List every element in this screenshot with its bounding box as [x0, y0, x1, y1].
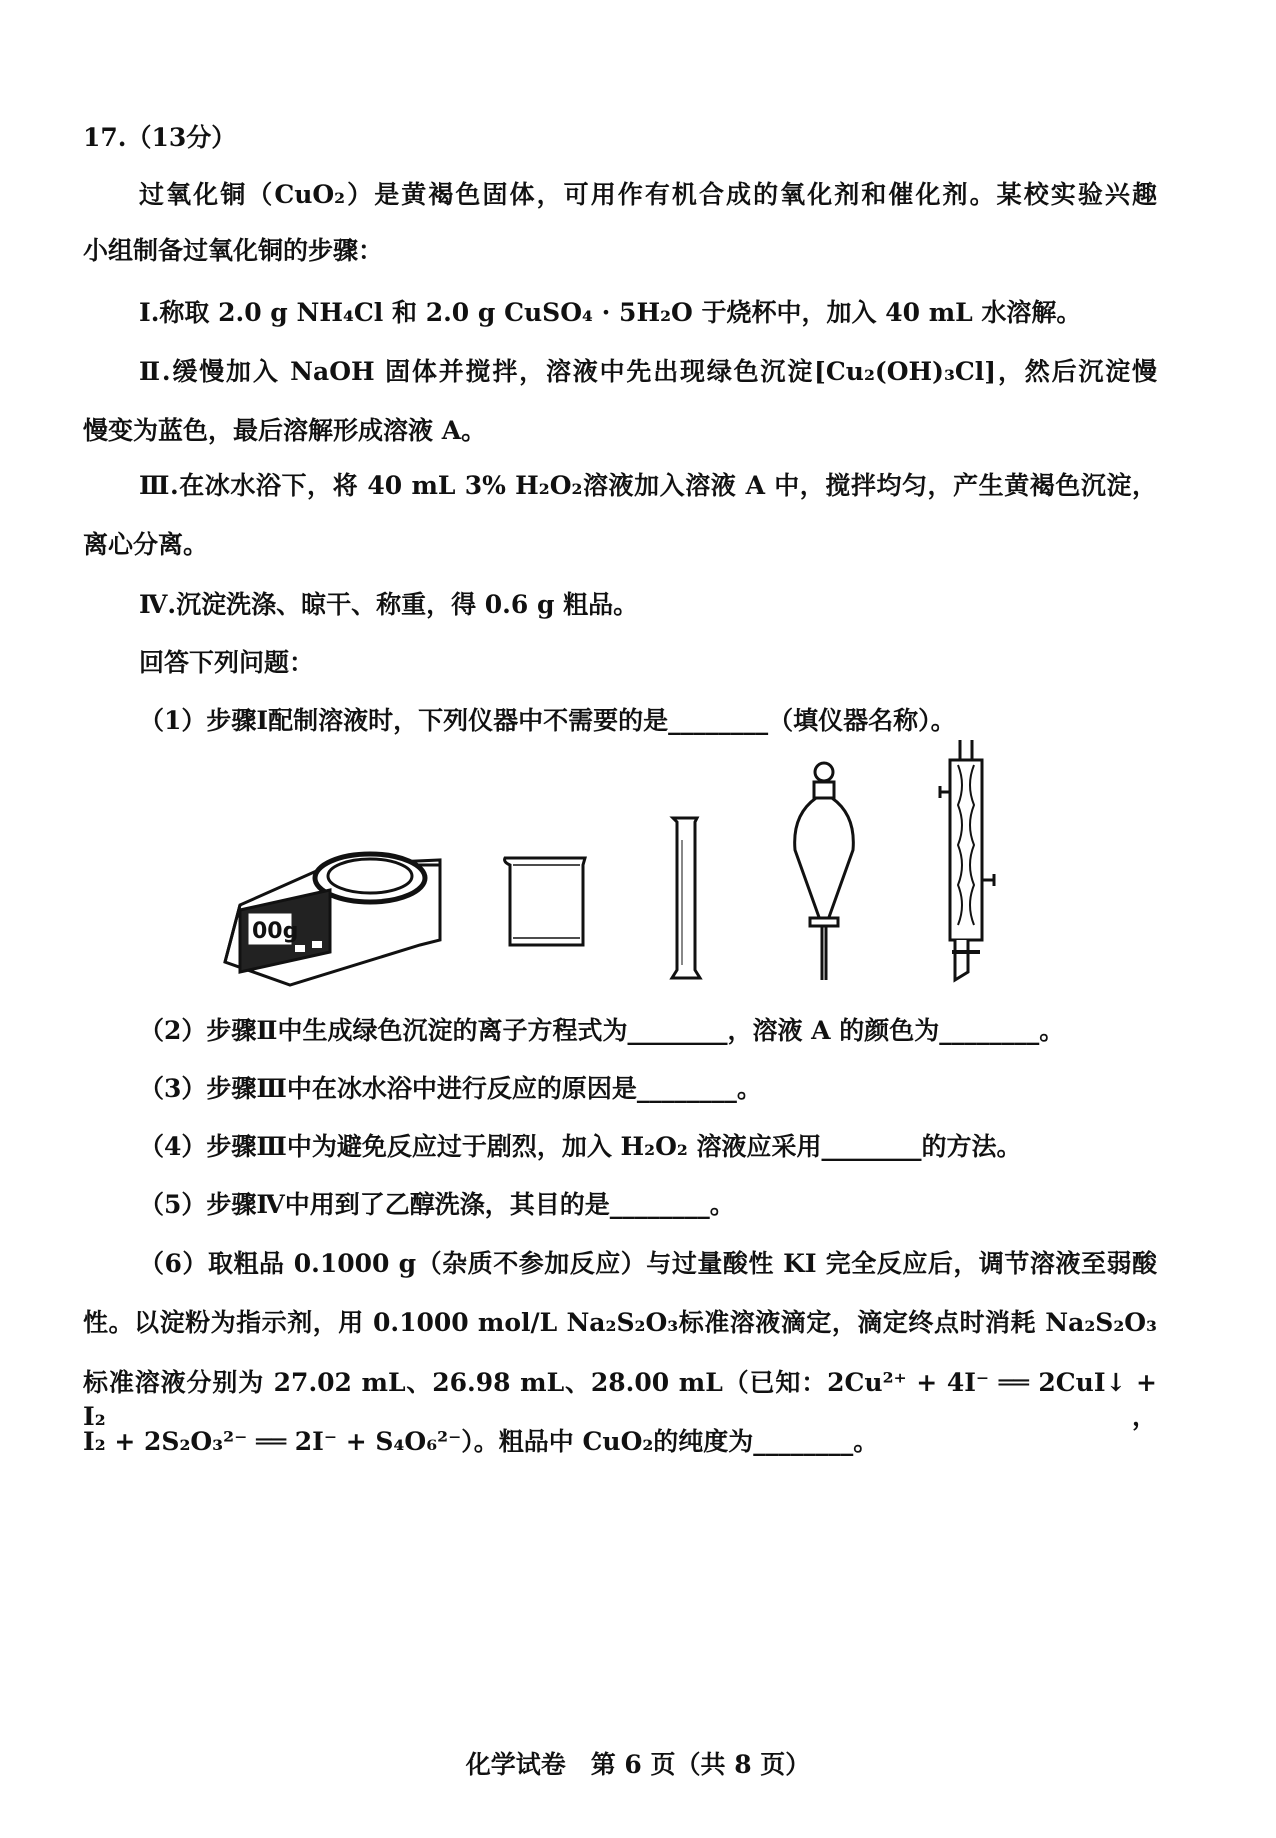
sub-question-6-line-3: 标准溶液分别为 27.02 mL、26.98 mL、28.00 mL（已知：2Cu²⁺ + 4I⁻ ══ 2CuI↓ + I₂，	[83, 1368, 1157, 1431]
beaker-icon	[505, 858, 585, 945]
question-number: 17.（13分）	[83, 123, 237, 152]
graduated-cylinder-icon	[672, 818, 700, 978]
apparatus-figure	[0, 740, 1276, 1000]
sub-question-6-line-1: （6）取粗品 0.1000 g（杂质不参加反应）与过量酸性 KI 完全反应后，调节溶液至弱酸	[139, 1249, 1157, 1278]
sub-question-4: （4）步骤Ⅲ中为避免反应过于剧烈，加入 H₂O₂ 溶液应采用________的方法。	[139, 1132, 1022, 1161]
intro-line-1: 过氧化铜（CuO₂）是黄褐色固体，可用作有机合成的氧化剂和催化剂。某校实验兴趣	[139, 180, 1157, 209]
balance-display-text: 00g	[252, 919, 299, 944]
sub-question-5: （5）步骤Ⅳ中用到了乙醇洗涤，其目的是________。	[139, 1190, 735, 1219]
step-2-line-2: 慢变为蓝色，最后溶解形成溶液 A。	[83, 416, 487, 445]
step-3-line-2: 离心分离。	[83, 530, 209, 559]
step-3-line-1: Ⅲ.在冰水浴下，将 40 mL 3% H₂O₂溶液加入溶液 A 中，搅拌均匀，产生黄褐色沉淀，	[139, 471, 1157, 500]
electronic-balance-icon	[225, 854, 440, 985]
sub-question-6-line-2: 性。以淀粉为指示剂，用 0.1000 mol/L Na₂S₂O₃标准溶液滴定，滴定终点时消耗 Na₂S₂O₃	[83, 1308, 1157, 1337]
sub-question-1: （1）步骤Ⅰ配制溶液时，下列仪器中不需要的是________（填仪器名称）。	[139, 706, 956, 735]
sub-question-3: （3）步骤Ⅲ中在冰水浴中进行反应的原因是________。	[139, 1074, 762, 1103]
step-1: Ⅰ.称取 2.0 g NH₄Cl 和 2.0 g CuSO₄ · 5H₂O 于烧杯中，加入 40 mL 水溶解。	[139, 298, 1082, 327]
page-footer: 化学试卷 第 6 页（共 8 页）	[465, 1750, 811, 1779]
sub-question-6-line-4: I₂ + 2S₂O₃²⁻ ══ 2I⁻ + S₄O₆²⁻）。粗品中 CuO₂的纯度为________。	[83, 1427, 879, 1456]
intro-line-2: 小组制备过氧化铜的步骤：	[83, 236, 384, 265]
step-2-line-1: Ⅱ.缓慢加入 NaOH 固体并搅拌，溶液中先出现绿色沉淀[Cu₂(OH)₃Cl]，然后沉淀慢	[139, 357, 1157, 386]
step-4: Ⅳ.沉淀洗涤、晾干、称重，得 0.6 g 粗品。	[139, 590, 639, 619]
separatory-funnel-icon	[795, 763, 854, 980]
sub-question-2: （2）步骤Ⅱ中生成绿色沉淀的离子方程式为________，溶液 A 的颜色为________。	[139, 1016, 1065, 1045]
answer-prompt: 回答下列问题：	[139, 648, 315, 677]
condenser-icon	[940, 740, 994, 980]
